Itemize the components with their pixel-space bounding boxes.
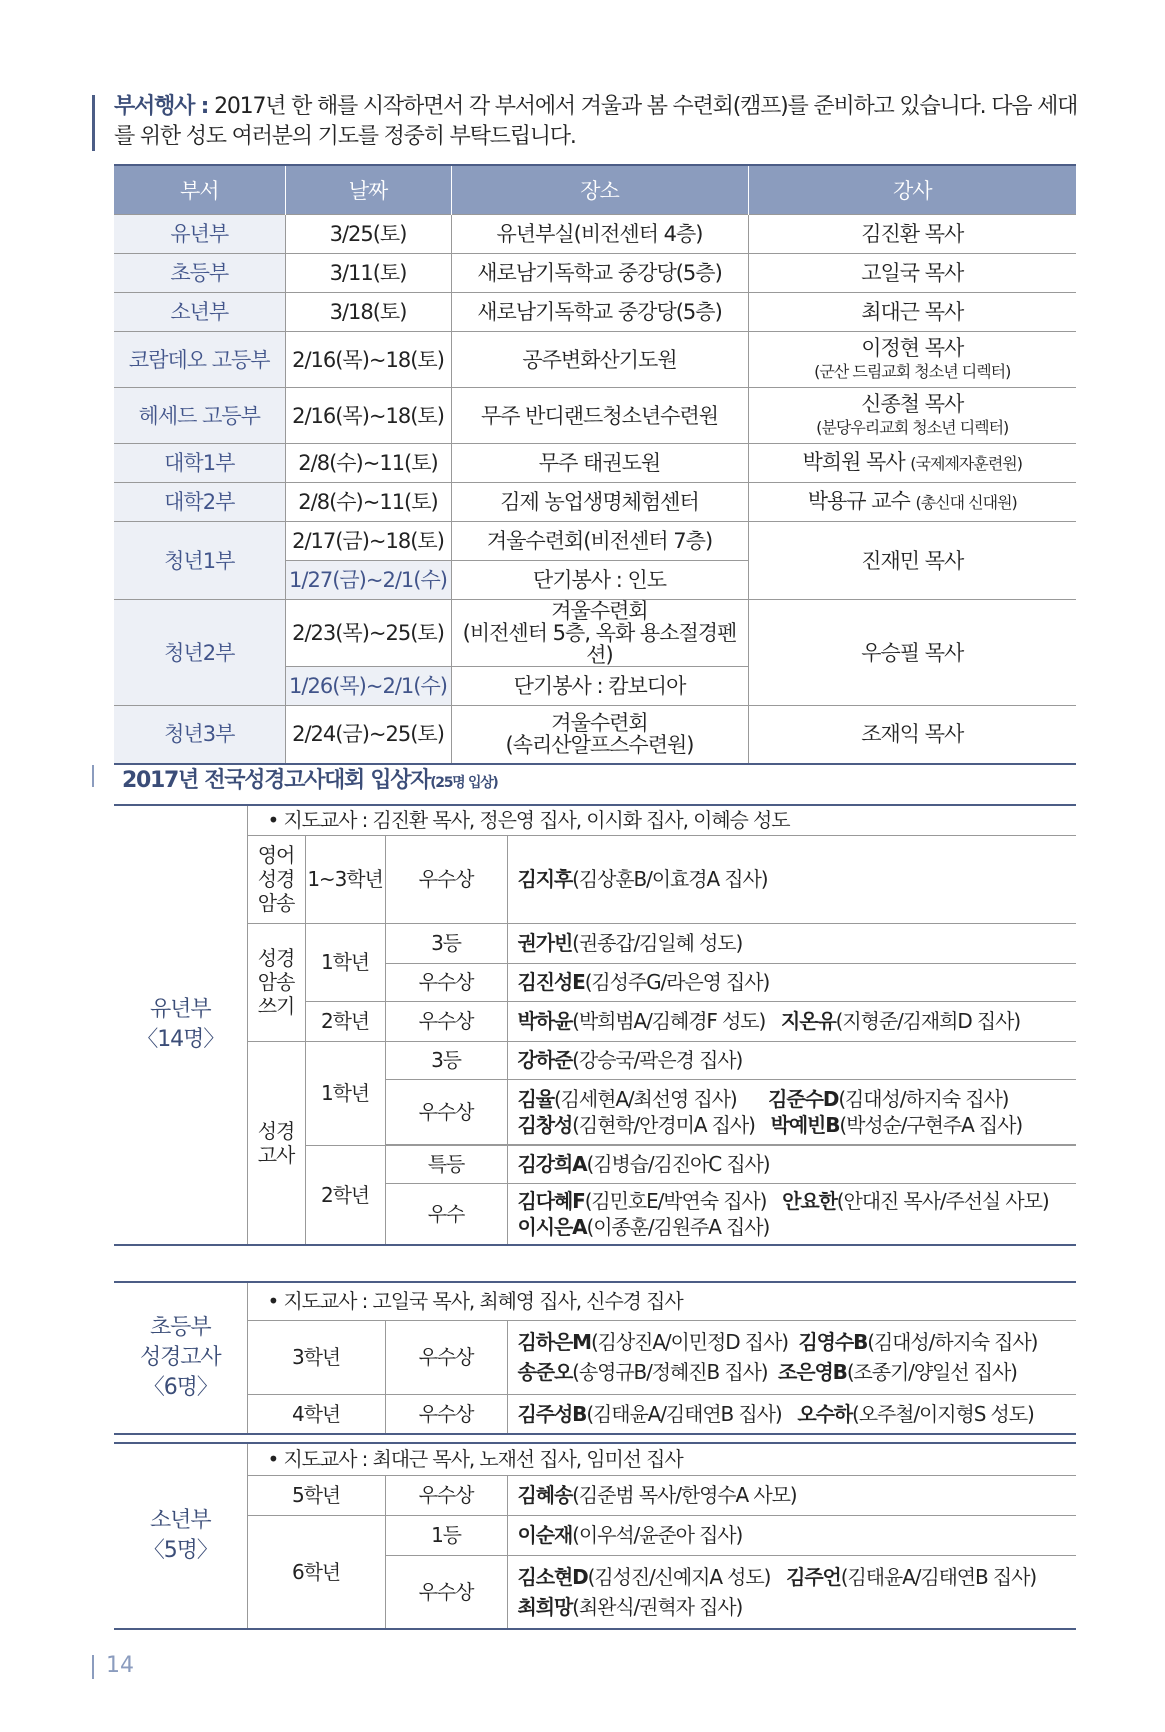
prize-cell: 우수상 <box>385 1001 507 1041</box>
speaker-cell: 진재민 목사 <box>748 522 1076 600</box>
place-line: 겨울수련회 <box>551 599 648 623</box>
category-text: 암송 <box>257 970 295 994</box>
winner-parents: (김태윤A/김태연B 집사) <box>586 1401 782 1426</box>
speaker-name: 신종철 목사 <box>861 391 964 416</box>
winner-cell <box>507 1394 1076 1434</box>
category-cell <box>247 923 305 1041</box>
winner-cell <box>507 1515 1076 1555</box>
prize-cell: 우수상 <box>385 1394 507 1434</box>
section-bar <box>92 95 95 151</box>
award-section-title <box>92 763 498 794</box>
date-cell: 2/16(목)~18(토) <box>285 332 451 388</box>
department-events-table <box>114 164 1076 765</box>
table-row <box>114 293 1076 332</box>
speaker-cell: 우승필 목사 <box>748 600 1076 706</box>
table-row <box>114 1320 1076 1357</box>
winner-parents: (김세현A/최선영 집사) <box>553 1086 737 1111</box>
winner-cell <box>507 1555 1076 1592</box>
speaker-note: (분당우리교회 청소년 디렉터) <box>816 417 1009 437</box>
grade-cell: 5학년 <box>247 1475 385 1515</box>
winner-name: 김진성E <box>517 970 585 994</box>
place-line: 겨울수련회 <box>551 711 648 736</box>
table-row <box>114 332 1076 388</box>
prize-cell: 우수상 <box>385 1079 507 1144</box>
place-cell: 단기봉사 : 캄보디아 <box>451 667 748 706</box>
winner-parents: (김병습/김진아C 집사) <box>586 1152 770 1176</box>
winner-parents: (김태윤A/김태연B 집사) <box>840 1564 1037 1589</box>
winner-name: 이시은A <box>517 1214 587 1239</box>
intro-paragraph <box>92 92 1082 152</box>
winner-parents: (이종훈/김원주A 집사) <box>586 1214 770 1239</box>
winner-parents: (이우석/윤준아 집사) <box>572 1523 743 1547</box>
grade-cell: 4학년 <box>247 1394 385 1434</box>
grade-cell: 3학년 <box>247 1320 385 1394</box>
winner-name: 조은영B <box>778 1360 847 1385</box>
winner-name: 김다혜F <box>517 1188 585 1213</box>
prize-cell: 우수상 <box>385 1320 507 1394</box>
winner-name: 김지후 <box>517 867 573 891</box>
speaker-cell <box>748 444 1076 483</box>
winner-name: 김준수D <box>768 1086 839 1111</box>
place-cell: 무주 반디랜드청소년수련원 <box>451 388 748 444</box>
group-name: 소년부 <box>150 1508 211 1533</box>
winner-name: 김혜송 <box>517 1483 573 1507</box>
category-text: 쓰기 <box>257 994 295 1018</box>
prize-cell: 특등 <box>385 1145 507 1183</box>
place-cell: 공주변화산기도원 <box>451 332 748 388</box>
award-count: (25명 입상) <box>430 775 498 791</box>
winner-name: 박하윤 <box>517 1009 573 1033</box>
winner-cell <box>507 1214 1076 1245</box>
group-name: 초등부 <box>150 1315 211 1340</box>
date-cell: 3/18(토) <box>285 293 451 332</box>
place-cell: 유년부실(비전센터 4층) <box>451 215 748 254</box>
dept-cell: 유년부 <box>114 215 285 254</box>
category-text: 암송 <box>257 891 295 915</box>
table-row <box>114 706 1076 764</box>
dept-cell: 대학2부 <box>114 483 285 522</box>
winner-parents: (송영규B/정혜진B 집사) <box>572 1360 768 1385</box>
category-text: 성경 <box>257 1118 295 1143</box>
intro-label: 부서행사 : <box>114 94 209 119</box>
grade-cell: 1학년 <box>305 1041 385 1145</box>
winner-cell <box>507 1475 1076 1515</box>
winner-name: 김주성B <box>517 1401 587 1426</box>
place-cell: 무주 태권도원 <box>451 444 748 483</box>
header-dept: 부서 <box>114 165 285 215</box>
winner-name: 김강희A <box>517 1152 587 1176</box>
winner-parents: (박희범A/김혜경F 성도) <box>572 1009 766 1033</box>
dept-cell: 청년3부 <box>114 706 285 764</box>
winner-parents: (김대성/하지숙 집사) <box>867 1329 1038 1354</box>
winner-parents: (김성주G/라은영 집사) <box>584 970 770 994</box>
place-cell: 김제 농업생명체험센터 <box>451 483 748 522</box>
teacher-list: • 지도교사 : 김진환 목사, 정은영 집사, 이시화 집사, 이혜승 성도 <box>247 805 1076 835</box>
table-row <box>114 1443 1076 1475</box>
winner-parents: (조종기/양일선 집사) <box>846 1360 1017 1385</box>
winner-name: 김소현D <box>517 1564 588 1589</box>
group-count: 〈6명〉 <box>142 1375 218 1400</box>
table-row <box>114 1282 1076 1320</box>
winner-parents: (최완식/권혁자 집사) <box>572 1595 743 1619</box>
table-row <box>114 1041 1076 1079</box>
winner-cell <box>507 1592 1076 1629</box>
date-cell: 2/23(목)~25(토) <box>285 600 451 667</box>
winner-parents: (안대진 목사/주선실 사모) <box>836 1188 1049 1213</box>
award-table-yunyeon <box>114 804 1076 1246</box>
group-cell <box>114 1443 247 1629</box>
dept-cell: 초등부 <box>114 254 285 293</box>
place-line: (속리산알프스수련원) <box>505 733 694 758</box>
winner-name: 김영수B <box>798 1329 868 1354</box>
winner-name: 강하준 <box>517 1048 573 1072</box>
speaker-cell <box>748 388 1076 444</box>
table-row <box>114 444 1076 483</box>
winner-cell <box>507 1001 1076 1041</box>
date-cell: 2/8(수)~11(토) <box>285 483 451 522</box>
date-cell: 2/24(금)~25(토) <box>285 706 451 764</box>
place-cell: 새로남기독학교 중강당(5층) <box>451 254 748 293</box>
winner-cell <box>507 1145 1076 1183</box>
speaker-cell: 김진환 목사 <box>748 215 1076 254</box>
winner-cell <box>507 1357 1076 1394</box>
date-cell: 3/11(토) <box>285 254 451 293</box>
place-cell: 단기봉사 : 인도 <box>451 561 748 600</box>
table-header-row <box>114 165 1076 215</box>
category-text: 성경 <box>257 867 295 891</box>
section-bar <box>92 765 94 787</box>
speaker-note: (국제제자훈련원) <box>910 454 1022 473</box>
section-bar <box>92 1655 94 1679</box>
award-title: 2017년 전국성경고사대회 입상자 <box>122 768 431 793</box>
award-table-chodeung <box>114 1281 1076 1435</box>
winner-cell <box>507 923 1076 963</box>
category-cell <box>247 1041 305 1245</box>
winner-parents: (지형준/김재희D 집사) <box>835 1009 1021 1033</box>
header-place: 장소 <box>451 165 748 215</box>
winner-cell <box>507 835 1076 923</box>
date-cell: 3/25(토) <box>285 215 451 254</box>
winner-name: 김율 <box>517 1086 554 1111</box>
category-cell <box>247 835 305 923</box>
date-cell: 2/17(금)~18(토) <box>285 522 451 561</box>
table-row <box>114 388 1076 444</box>
table-row <box>114 600 1076 667</box>
prize-cell: 우수상 <box>385 835 507 923</box>
speaker-cell: 조재익 목사 <box>748 706 1076 764</box>
winner-name: 오수하 <box>797 1401 853 1426</box>
table-row <box>114 1394 1076 1434</box>
grade-cell: 6학년 <box>247 1515 385 1629</box>
dept-cell: 소년부 <box>114 293 285 332</box>
winner-name: 김하은M <box>517 1329 591 1354</box>
table-row <box>114 835 1076 923</box>
winner-name: 안요한 <box>782 1188 837 1213</box>
table-row <box>114 215 1076 254</box>
speaker-name: 이정현 목사 <box>861 335 964 360</box>
category-text: 영어 <box>257 843 295 867</box>
winner-name: 박예빈B <box>770 1112 840 1137</box>
table-row <box>114 254 1076 293</box>
speaker-name: 박희원 목사 <box>802 450 905 474</box>
winner-cell <box>507 1183 1076 1214</box>
winner-cell <box>507 1320 1076 1357</box>
winner-parents: (오주철/이지형S 성도) <box>852 1401 1034 1426</box>
teacher-list: • 지도교사 : 고일국 목사, 최혜영 집사, 신수경 집사 <box>247 1282 1076 1320</box>
winner-cell <box>507 1112 1076 1145</box>
intro-text: 2017년 한 해를 시작하면서 각 부서에서 겨울과 봄 수련회(캠프)를 준비하고 있습니다. 다음 세대를 위한 성도 여러분의 기도를 정중히 부탁드립니다. <box>114 94 1078 149</box>
date-cell: 2/16(목)~18(토) <box>285 388 451 444</box>
dept-cell: 청년2부 <box>114 600 285 706</box>
group-sub: 성경고사 <box>139 1345 221 1370</box>
winner-parents: (김준범 목사/한영수A 사모) <box>572 1483 797 1507</box>
grade-cell: 1학년 <box>305 923 385 1001</box>
speaker-note: (총신대 신대원) <box>915 493 1017 512</box>
table-row <box>114 805 1076 835</box>
winner-cell <box>507 1041 1076 1079</box>
prize-cell: 1등 <box>385 1515 507 1555</box>
group-cell <box>114 1282 247 1434</box>
table-row <box>114 522 1076 561</box>
place-line: (비전센터 5층, 옥화 용소절경펜션) <box>462 621 737 667</box>
table-row <box>114 923 1076 963</box>
grade-cell: 2학년 <box>305 1145 385 1245</box>
speaker-cell: 최대근 목사 <box>748 293 1076 332</box>
group-count: 〈14명〉 <box>136 1026 225 1052</box>
speaker-note: (군산 드림교회 청소년 디렉터) <box>814 361 1011 381</box>
award-table-sonyeon <box>114 1442 1076 1630</box>
date-cell: 1/26(목)~2/1(수) <box>285 667 451 706</box>
date-cell: 1/27(금)~2/1(수) <box>285 561 451 600</box>
dept-cell: 코람데오 고등부 <box>114 332 285 388</box>
page-number <box>92 1653 134 1678</box>
winner-parents: (김상진A/이민정D 집사) <box>590 1329 788 1354</box>
date-cell: 2/8(수)~11(토) <box>285 444 451 483</box>
winner-name: 김주언 <box>786 1564 841 1589</box>
dept-cell: 청년1부 <box>114 522 285 600</box>
winner-parents: (박성순/구현주A 집사) <box>839 1112 1023 1137</box>
header-date: 날짜 <box>285 165 451 215</box>
header-speaker: 강사 <box>748 165 1076 215</box>
winner-cell <box>507 963 1076 1001</box>
category-text: 고사 <box>257 1142 295 1167</box>
place-cell <box>451 600 748 667</box>
speaker-name: 박용규 교수 <box>807 489 910 513</box>
table-row <box>114 1475 1076 1515</box>
winner-name: 이순재 <box>517 1523 573 1547</box>
winner-parents: (권종갑/김일혜 성도) <box>572 931 743 955</box>
place-cell <box>451 706 748 764</box>
prize-cell: 우수상 <box>385 1555 507 1629</box>
winner-parents: (강승국/곽은경 집사) <box>572 1048 743 1072</box>
speaker-cell <box>748 332 1076 388</box>
grade-cell: 2학년 <box>305 1001 385 1041</box>
winner-parents: (김상훈B/이효경A 집사) <box>572 867 768 891</box>
group-name: 유년부 <box>150 996 211 1022</box>
place-cell: 새로남기독학교 중강당(5층) <box>451 293 748 332</box>
place-cell: 겨울수련회(비전센터 7층) <box>451 522 748 561</box>
table-row <box>114 483 1076 522</box>
prize-cell: 3등 <box>385 923 507 963</box>
speaker-cell: 고일국 목사 <box>748 254 1076 293</box>
winner-parents: (김현학/안경미A 집사) <box>572 1112 755 1137</box>
dept-cell: 대학1부 <box>114 444 285 483</box>
category-text: 성경 <box>257 946 295 970</box>
winner-name: 최희망 <box>517 1595 573 1619</box>
winner-parents: (김대성/하지숙 집사) <box>838 1086 1009 1111</box>
group-count: 〈5명〉 <box>142 1538 218 1563</box>
group-cell <box>114 805 247 1245</box>
speaker-cell <box>748 483 1076 522</box>
winner-name: 송준오 <box>517 1360 573 1385</box>
winner-parents: (김성진/신예지A 성도) <box>587 1564 771 1589</box>
winner-cell <box>507 1079 1076 1112</box>
prize-cell: 3등 <box>385 1041 507 1079</box>
table-row <box>114 1515 1076 1555</box>
prize-cell: 우수상 <box>385 963 507 1001</box>
winner-name: 권가빈 <box>517 931 573 955</box>
teacher-list: • 지도교사 : 최대근 목사, 노재선 집사, 임미선 집사 <box>247 1443 1076 1475</box>
grade-cell: 1~3학년 <box>305 835 385 923</box>
winner-name: 지온유 <box>781 1009 836 1033</box>
dept-cell: 헤세드 고등부 <box>114 388 285 444</box>
prize-cell: 우수 <box>385 1183 507 1245</box>
winner-name: 김창성 <box>517 1112 573 1137</box>
winner-parents: (김민호E/박연숙 집사) <box>584 1188 767 1213</box>
prize-cell: 우수상 <box>385 1475 507 1515</box>
page-number-text: 14 <box>106 1653 134 1678</box>
